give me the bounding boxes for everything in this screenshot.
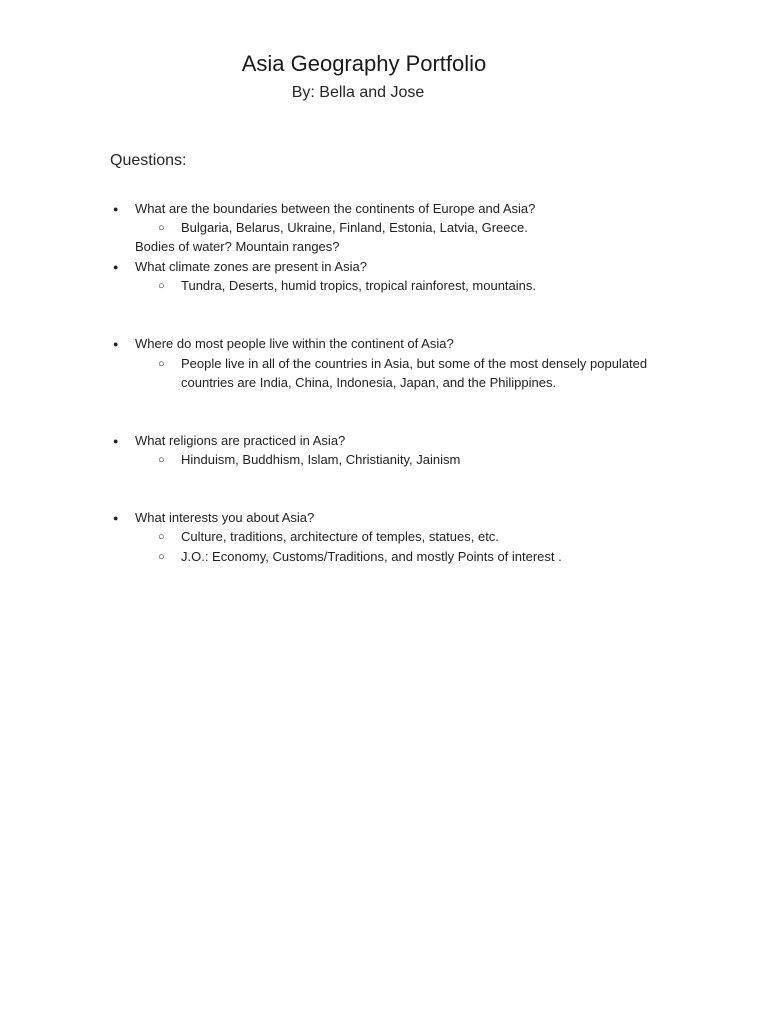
answer-text: J.O.: Economy, Customs/Traditions, and mostly Points of interest .	[181, 549, 562, 564]
sub-bullet-icon: ○	[158, 280, 165, 292]
answer-text: Bulgaria, Belarus, Ukraine, Finland, Estonia, Latvia, Greece.	[181, 220, 528, 235]
answer-text: Hinduism, Buddhism, Islam, Christianity, Jainism	[181, 452, 461, 467]
bullet-icon: ●	[113, 436, 119, 446]
question-text: Where do most people live within the continent of Asia?	[135, 336, 454, 351]
question-text: What religions are practiced in Asia?	[135, 433, 346, 448]
question-continuation: Bodies of water? Mountain ranges?	[135, 239, 340, 254]
bullet-icon: ●	[113, 513, 119, 523]
question-text: What climate zones are present in Asia?	[135, 259, 367, 274]
bullet-icon: ●	[113, 204, 119, 214]
answer-text: People live in all of the countries in Asia, but some of the most densely populated	[181, 356, 648, 371]
sub-bullet-icon: ○	[158, 531, 165, 543]
sub-bullet-icon: ○	[158, 358, 165, 370]
bullet-icon: ●	[113, 262, 119, 272]
question-text: What are the boundaries between the continents of Europe and Asia?	[135, 201, 536, 216]
sub-bullet-icon: ○	[158, 551, 165, 563]
answer-text: Tundra, Deserts, humid tropics, tropical rainforest, mountains.	[181, 278, 536, 293]
section-heading: Questions:	[110, 152, 187, 169]
answer-text: Culture, traditions, architecture of temples, statues, etc.	[181, 529, 499, 544]
sub-bullet-icon: ○	[158, 454, 165, 466]
sub-bullet-icon: ○	[158, 222, 165, 234]
bullet-icon: ●	[113, 339, 119, 349]
answer-continuation: countries are India, China, Indonesia, Japan, and the Philippines.	[181, 375, 557, 390]
question-text: What interests you about Asia?	[135, 510, 315, 525]
document-byline: By: Bella and Jose	[291, 84, 425, 101]
document-title: Asia Geography Portfolio	[241, 51, 487, 76]
